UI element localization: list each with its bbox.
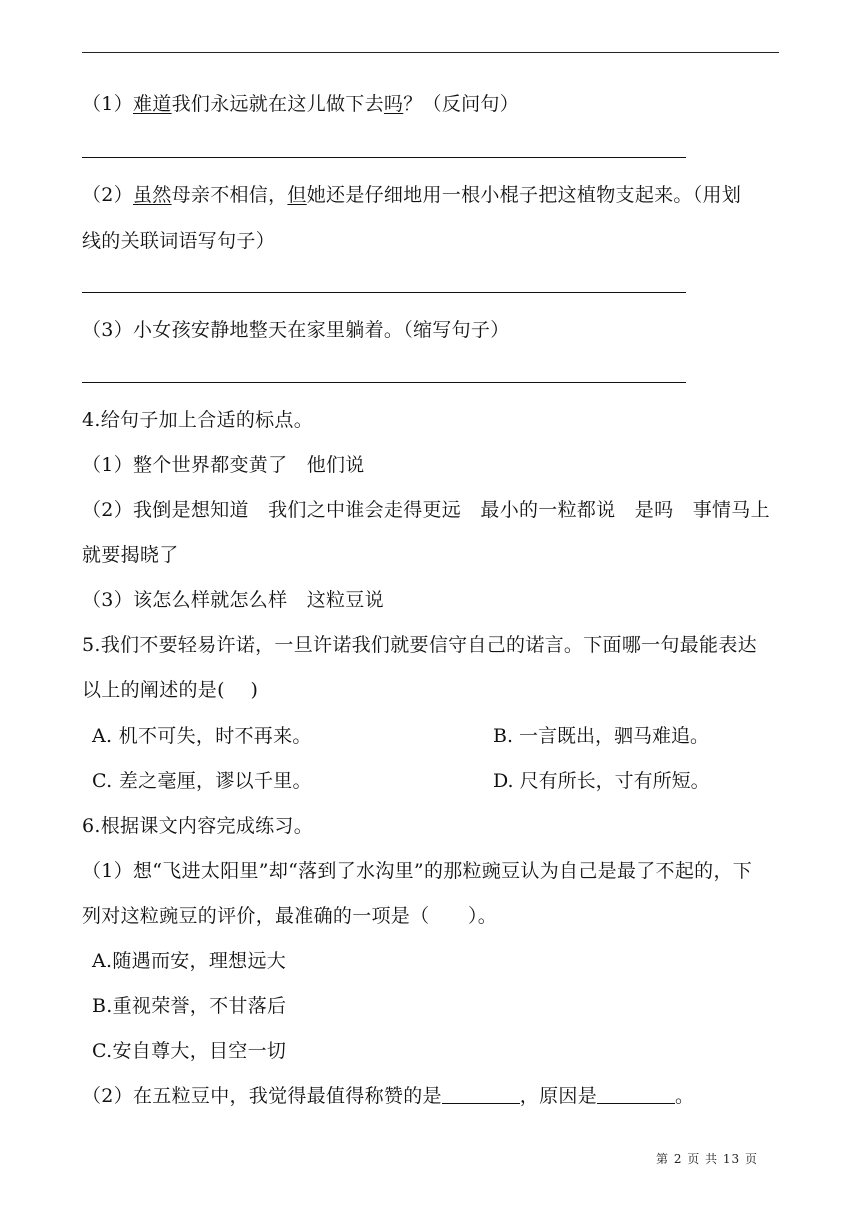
q5-option-c[interactable]: C. 差之毫厘，谬以千里。	[92, 770, 312, 792]
q6-item1-line1: （1）想“飞进太阳里”却“落到了水沟里”的那粒豌豆认为自己是最了不起的，下	[82, 860, 753, 882]
underlined-word: 难道	[133, 93, 172, 115]
q6-option-b[interactable]: B.重视荣誉，不甘落后	[92, 995, 287, 1017]
q6-option-a[interactable]: A.随遇而安，理想远大	[92, 950, 287, 972]
q4-item2: （2）我倒是想知道 我们之中谁会走得更远 最小的一粒都说 是吗 事情马上	[82, 499, 770, 521]
answer-line[interactable]	[82, 157, 686, 158]
answer-line[interactable]	[82, 292, 686, 293]
q4-item1: （1）整个世界都变黄了 他们说	[82, 454, 365, 476]
q5-option-d[interactable]: D. 尺有所长，寸有所短。	[493, 770, 710, 792]
underlined-word: 吗	[383, 93, 404, 115]
fill-blank[interactable]	[597, 1085, 675, 1104]
header-rule	[82, 52, 779, 53]
q3-item1: （1）难道我们永远就在这儿做下去吗？（反问句）	[82, 93, 520, 115]
answer-line[interactable]	[82, 382, 686, 383]
underlined-word: 虽然	[133, 184, 172, 206]
q6-title: 6.根据课文内容完成练习。	[82, 815, 314, 837]
q6-item1-line2: 列对这粒豌豆的评价，最准确的一项是（ ）。	[82, 905, 498, 927]
q6-option-c[interactable]: C.安自尊大，目空一切	[92, 1040, 287, 1062]
q6-item2: （2）在五粒豆中，我觉得最值得称赞的是 ，原因是 。	[82, 1085, 695, 1107]
q3-item2-cont: 线的关联词语写句子）	[82, 230, 276, 252]
q3-item2: （2）虽然母亲不相信，但她还是仔细地用一根小棍子把这植物支起来。（用划	[82, 184, 742, 206]
fill-blank[interactable]	[442, 1085, 520, 1104]
q5-option-b[interactable]: B. 一言既出，驷马难追。	[493, 725, 710, 747]
q5-line1: 5.我们不要轻易许诺，一旦许诺我们就要信守自己的诺言。下面哪一句最能表达	[82, 634, 757, 656]
q3-item3: （3）小女孩安静地整天在家里躺着。（缩写句子）	[82, 319, 510, 341]
underlined-word: 但	[287, 184, 307, 206]
page-number: 第 2 页 共 13 页	[656, 1152, 758, 1166]
q5-line2: 以上的阐述的是( )	[82, 679, 259, 701]
q4-item2-cont: 就要揭晓了	[82, 544, 179, 566]
q4-item3: （3）该怎么样就怎么样 这粒豆说	[82, 589, 384, 611]
q4-title: 4.给句子加上合适的标点。	[82, 409, 314, 431]
q5-option-a[interactable]: A. 机不可失，时不再来。	[92, 725, 312, 747]
